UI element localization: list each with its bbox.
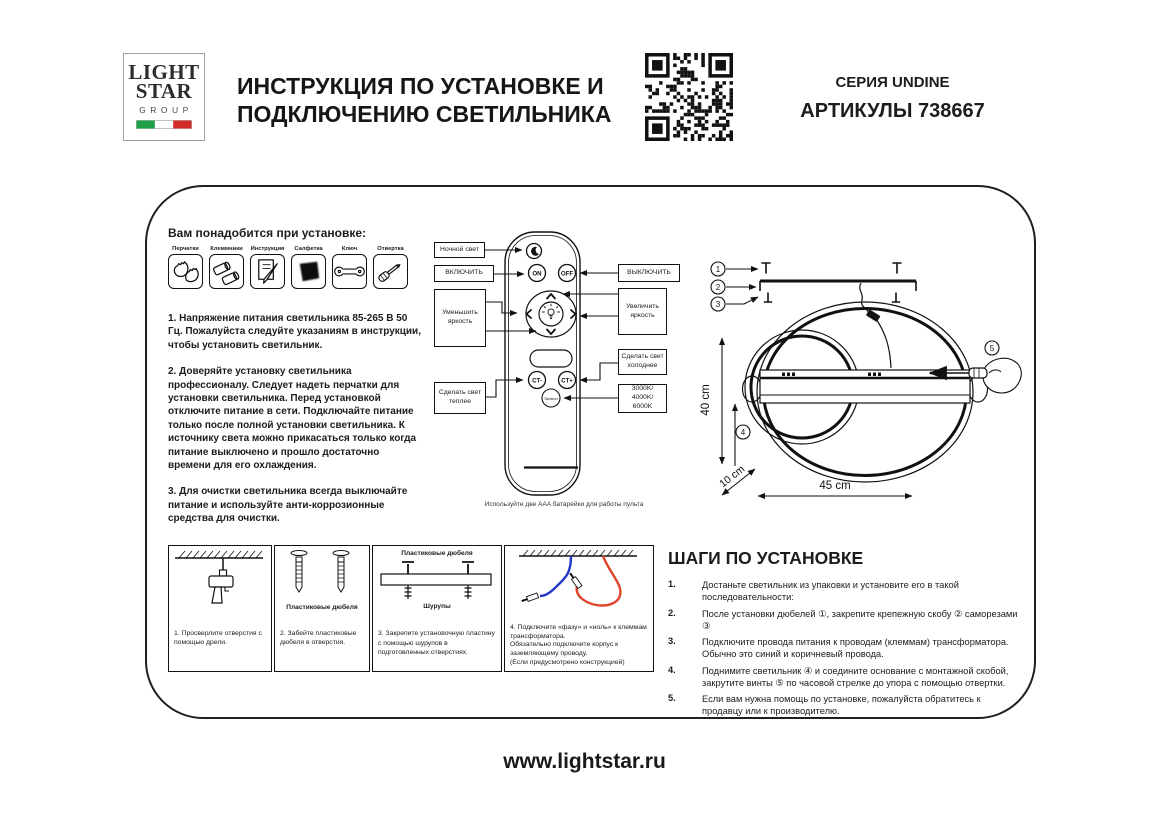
tool-gloves-label: Перчатки bbox=[172, 246, 199, 252]
flag-green bbox=[137, 120, 155, 128]
flag-red bbox=[173, 120, 191, 128]
step-panel-1 bbox=[168, 545, 272, 672]
mounting-diagram bbox=[690, 240, 1040, 525]
napkin-icon bbox=[291, 254, 326, 289]
panel1-caption: 1. Просверлите отверстия с помощью дрели. bbox=[174, 629, 262, 646]
drill-illustration bbox=[169, 546, 269, 612]
step-number: 5. bbox=[668, 693, 676, 704]
step-number: 2. bbox=[668, 607, 676, 618]
install-heading: ШАГИ ПО УСТАНОВКЕ bbox=[668, 548, 864, 568]
panel2-caption: 2. Забейте пластиковые дюбеля в отверстия. bbox=[280, 629, 357, 646]
install-step bbox=[668, 579, 1020, 604]
svg-text:5: 5 bbox=[989, 344, 995, 353]
step-number: 1. bbox=[668, 579, 676, 589]
prep-heading: Вам понадобится при установке: bbox=[168, 226, 367, 240]
install-step bbox=[668, 665, 1020, 690]
label-increase-brightness: Увеличить яркость bbox=[618, 288, 667, 335]
hand bbox=[983, 358, 1021, 393]
lamp-crossbar bbox=[760, 370, 970, 403]
off-button-label: OFF bbox=[560, 270, 574, 278]
tool-wrench-label: Ключ bbox=[341, 246, 358, 252]
tool-manual bbox=[249, 246, 286, 289]
label-decrease-brightness: Уменьшить яркость bbox=[434, 289, 486, 347]
panel3-caption: 3. Закрепите установочную пластину с помощью шурупов в подготовленных отверстиях. bbox=[378, 630, 495, 656]
label-kelvin-values: 3000K/ 4000K/ 6000K bbox=[618, 384, 667, 413]
screwdriver-handle bbox=[969, 368, 987, 378]
tool-manual-label: Инструкция bbox=[250, 246, 285, 252]
step-panel-3 bbox=[372, 545, 502, 672]
plate-illustration bbox=[373, 557, 499, 603]
manual-icon bbox=[250, 254, 285, 289]
drill-icon bbox=[209, 558, 233, 603]
wrench-icon bbox=[332, 254, 367, 289]
step-text: После установки дюбелей ①, закрепите крепежную скобу ② саморезами ③ bbox=[702, 608, 1018, 631]
label-warmer-light: Сделать свет теплее bbox=[434, 382, 486, 414]
wires-illustration bbox=[505, 546, 651, 608]
svg-text:4: 4 bbox=[740, 428, 746, 437]
tool-napkin bbox=[290, 246, 327, 289]
step-panel-2 bbox=[274, 545, 370, 672]
ct-minus-label: CT- bbox=[532, 378, 542, 385]
step-number: 4. bbox=[668, 664, 676, 675]
svg-text:1: 1 bbox=[715, 265, 721, 274]
tool-wrench bbox=[331, 246, 368, 289]
panel4-caption-3: (Если предусмотрено конструкцией) bbox=[510, 658, 625, 666]
lightstar-logo bbox=[123, 53, 205, 141]
tool-terminals bbox=[208, 246, 245, 289]
tool-gloves bbox=[167, 246, 204, 289]
tools-row bbox=[167, 246, 409, 289]
screwdriver-icon bbox=[373, 254, 408, 289]
label-turn-on: ВКЛЮЧИТЬ bbox=[434, 265, 494, 282]
page-title bbox=[237, 72, 637, 128]
panel3-label-bottom: Шурупы bbox=[423, 603, 451, 610]
install-step bbox=[668, 693, 1020, 718]
blue-wire bbox=[540, 556, 571, 596]
safety-paragraph-2: 2. Доверяйте установку светильника профессионалу. Следует надеть перчатки для установки светильника. Перед установкой отключите питание в сети. Подключайте питание только после полной установки светильника. К источнику света можно прикасаться только когда питание выключено и прошло достаточно времени для его охлаждения. bbox=[168, 366, 417, 471]
dim-width-label: 45 cm bbox=[819, 480, 851, 492]
page-title-line1: ИНСТРУКЦИЯ ПО УСТАНОВКЕ И bbox=[237, 73, 604, 99]
tool-napkin-label: Салфетка bbox=[294, 246, 323, 252]
label-night-light: Ночной свет bbox=[434, 242, 485, 258]
red-wire bbox=[577, 556, 621, 606]
safety-paragraph-1: 1. Напряжение питания светильника 85-265 В 50 Гц. Пожалуйста следуйте указаниям в инструкции, чтобы установить светильник. bbox=[168, 313, 421, 351]
dowels-illustration bbox=[275, 546, 367, 604]
step-text: Поднимите светильник ④ и соедините основание с монтажной скобой, закрутите винты ⑤ по часовой стрелке до упора с помощью отвертки. bbox=[702, 665, 1009, 688]
article-number: АРТИКУЛЫ 738667 bbox=[800, 100, 985, 122]
italy-flag-stripe bbox=[136, 120, 192, 129]
panel3-label-top: Пластиковые дюбеля bbox=[401, 550, 473, 557]
ct-plus-label: CT+ bbox=[561, 378, 573, 385]
step-number: 3. bbox=[668, 636, 676, 647]
safety-text bbox=[168, 312, 423, 538]
series-name: СЕРИЯ UNDINE bbox=[835, 74, 950, 91]
safety-paragraph-3: 3. Для очистки светильника всегда выключайте питание и используйте анти-коррозионные средства для очистки. bbox=[168, 486, 408, 525]
step-text: Подключите провода питания к проводам (клеммам) трансформатора. Обычно это синий и коричневый провода. bbox=[702, 637, 1009, 660]
panel4-caption-1: 4. Подключите «фазу» и «ноль» к клеммам трансформатора. bbox=[510, 623, 647, 640]
blank-button bbox=[530, 350, 572, 367]
label-turn-off: ВЫКЛЮЧИТЬ bbox=[618, 264, 680, 282]
terminals-icon bbox=[209, 254, 244, 289]
step-panels bbox=[168, 545, 654, 672]
install-step bbox=[668, 636, 1020, 661]
website-url: www.lightstar.ru bbox=[503, 750, 666, 773]
callout-numbers bbox=[711, 262, 999, 439]
logo-word-light: LIGHT bbox=[128, 60, 200, 84]
install-step bbox=[668, 608, 1020, 633]
blue-wire-connector bbox=[521, 593, 539, 604]
gloves-icon bbox=[168, 254, 203, 289]
red-wire-connector bbox=[568, 572, 582, 589]
panel4-caption-2: Обязательно подключите корпус к заземляющему проводу. bbox=[510, 640, 619, 657]
panel2-label: Пластиковые дюбеля bbox=[286, 604, 358, 611]
step-panel-4 bbox=[504, 545, 654, 672]
section-label: Section bbox=[544, 395, 558, 401]
dowel-icon bbox=[333, 551, 349, 593]
bracket-callout-lines bbox=[726, 269, 758, 304]
tool-terminals-label: Клеммники bbox=[210, 246, 243, 252]
remote-battery-caption: Используйте две AAA батарейки для работы пульта bbox=[484, 501, 644, 508]
dim-offset-label: 10 cm bbox=[717, 463, 748, 491]
logo-word-star: STAR bbox=[135, 79, 193, 104]
label-cooler-light: Сделать свет холоднее bbox=[618, 349, 667, 375]
svg-text:2: 2 bbox=[715, 283, 721, 292]
power-cable bbox=[860, 283, 891, 368]
qr-code bbox=[645, 53, 733, 141]
series-article-block bbox=[770, 74, 1015, 123]
tool-screwdriver-label: Отвертка bbox=[377, 246, 404, 252]
svg-text:3: 3 bbox=[715, 300, 721, 309]
step-text: Если вам нужна помощь по установке, пожалуйста обратитесь к продавцу или к производителю. bbox=[702, 694, 981, 717]
dowel-icon bbox=[291, 551, 307, 593]
dim-height-label: 40 cm bbox=[700, 384, 712, 416]
tool-screwdriver bbox=[372, 246, 409, 289]
logo-word-group: GROUP bbox=[139, 104, 193, 115]
on-button-label: ON bbox=[532, 270, 542, 278]
page-title-line2: ПОДКЛЮЧЕНИЮ СВЕТИЛЬНИКА bbox=[237, 101, 612, 128]
install-steps-section bbox=[668, 548, 1020, 722]
step-text: Достаньте светильник из упаковки и установите его в такой последовательности: bbox=[702, 580, 959, 603]
